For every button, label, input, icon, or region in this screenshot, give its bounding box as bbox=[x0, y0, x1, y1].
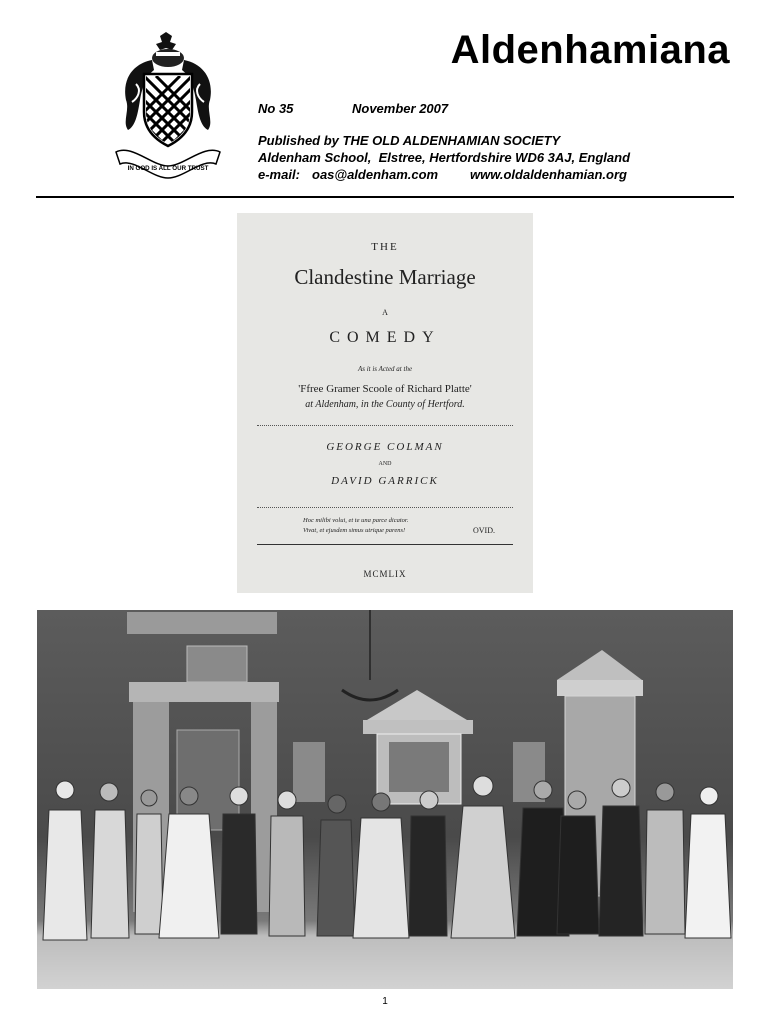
cover-and: AND bbox=[378, 461, 392, 467]
programme-cover-image bbox=[237, 213, 533, 593]
issue-number: No 35 bbox=[258, 101, 294, 116]
cover-verse-line: Hoc milibi volui, et te una parce dicator. bbox=[303, 517, 409, 524]
cover-genre: COMEDY bbox=[329, 329, 441, 346]
header-divider bbox=[36, 196, 734, 198]
address-line: Aldenham School, Elstree, Hertfordshire WD6 3AJ, England bbox=[258, 150, 631, 165]
email-link[interactable]: oas@aldenham.com bbox=[312, 167, 439, 182]
cover-a: A bbox=[382, 308, 388, 317]
stage-photo-illustration bbox=[37, 610, 733, 989]
publisher-line: Published by THE OLD ALDENHAMIAN SOCIETY bbox=[258, 133, 561, 148]
cover-verse bbox=[303, 516, 408, 536]
cover-acted-line: As it is Acted at the bbox=[357, 365, 413, 373]
cover-divider bbox=[257, 507, 513, 508]
cover-attribution: OVID. bbox=[473, 526, 495, 535]
cover-county-line: at Aldenham, in the County of Hertford. bbox=[305, 399, 465, 410]
cover-play-title: Clandestine Marriage bbox=[294, 265, 476, 289]
cover-school-line: 'Ffree Gramer Scoole of Richard Platte' bbox=[298, 383, 472, 395]
issue-date: November 2007 bbox=[352, 101, 449, 116]
cover-the: THE bbox=[371, 241, 399, 253]
cover-author-2: DAVID GARRICK bbox=[331, 475, 439, 487]
website-link[interactable]: www.oldaldenhamian.org bbox=[470, 167, 627, 182]
crest-motto: IN GOD IS ALL OUR TRUST bbox=[127, 165, 209, 172]
cover-divider bbox=[257, 425, 513, 426]
masthead-meta bbox=[258, 100, 630, 183]
cover-author-1: GEORGE COLMAN bbox=[326, 441, 444, 453]
newsletter-title: Aldenhamiana bbox=[450, 28, 730, 72]
cover-divider bbox=[257, 544, 513, 545]
cover-verse-line: Vivat, et ejusdem simus utrique parens! bbox=[303, 527, 406, 534]
cover-year: MCMLIX bbox=[363, 569, 407, 579]
school-crest-logo bbox=[112, 30, 224, 180]
page-number: 1 bbox=[382, 996, 388, 1007]
stage-cast-photo bbox=[37, 610, 733, 989]
email-label: e-mail: bbox=[258, 167, 300, 182]
